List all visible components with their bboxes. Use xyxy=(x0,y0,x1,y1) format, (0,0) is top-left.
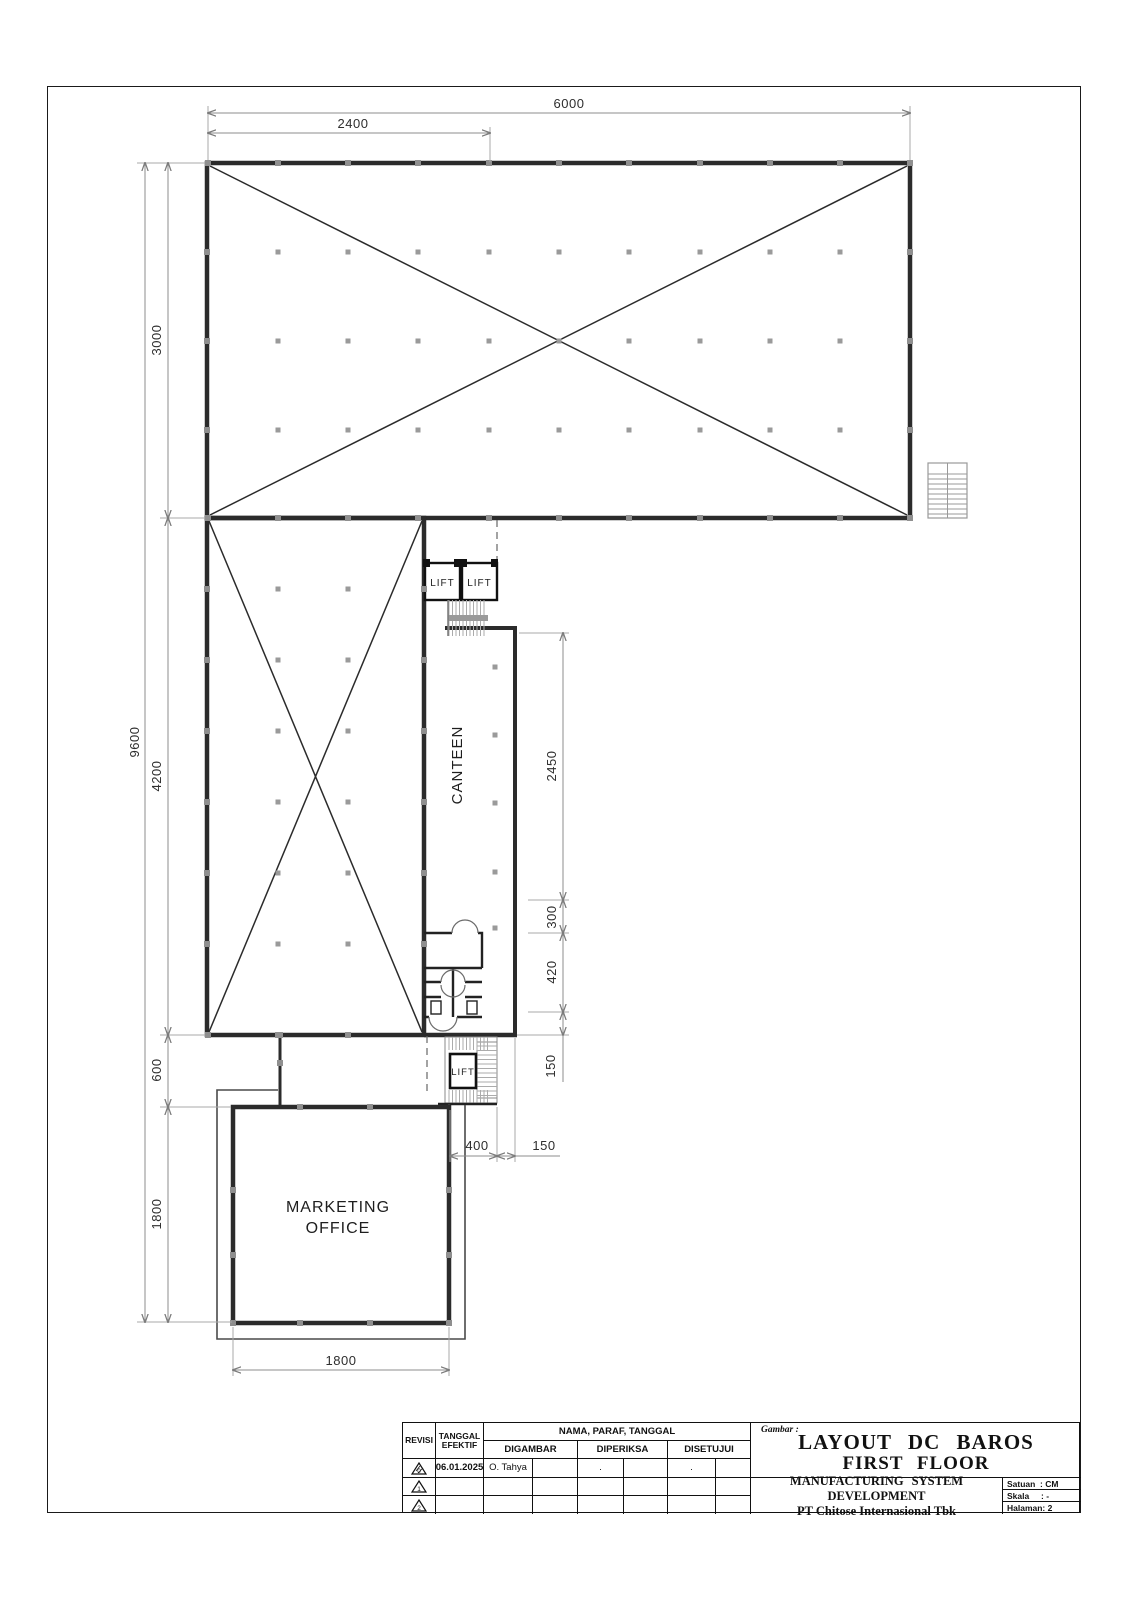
exit-door-swings xyxy=(429,1017,457,1031)
svg-text:0: 0 xyxy=(417,1467,421,1475)
revision-triangle-icon xyxy=(411,1499,427,1512)
digambar-name-cell xyxy=(484,1496,533,1514)
drawing-title-line2: FIRST FLOOR xyxy=(842,1453,990,1474)
drawing-title-line1: LAYOUT DC BAROS xyxy=(798,1430,1034,1454)
tanggal-header: TANGGAL EFEKTIF xyxy=(436,1423,484,1459)
marketing-office-label-1: MARKETING xyxy=(285,1199,391,1216)
diperiksa-header: DIPERIKSA xyxy=(578,1441,668,1459)
door-jamb xyxy=(423,559,430,567)
diperiksa-paraf-cell xyxy=(624,1496,668,1514)
date-cell: 06.01.2025 xyxy=(436,1459,484,1478)
digambar-name-cell xyxy=(484,1478,533,1496)
wall-tick-marks xyxy=(204,160,913,1326)
org-line2: PT Chitose Internasional Tbk xyxy=(797,1503,956,1518)
revision-triangle-icon xyxy=(411,1462,427,1475)
toilet-walls xyxy=(424,933,482,1017)
entrance-door-swing xyxy=(452,920,478,933)
lift-label: LIFT xyxy=(467,578,492,589)
toilet-fixture xyxy=(431,1001,441,1014)
door-jamb xyxy=(454,559,461,567)
lift-label: LIFT xyxy=(430,578,455,589)
disetujui-paraf-cell xyxy=(716,1478,751,1496)
dim-150-bottom: 150 xyxy=(532,1138,556,1153)
upper-lifts xyxy=(423,559,498,600)
column-grid-dots xyxy=(276,250,843,947)
dim-600: 600 xyxy=(149,1058,164,1082)
organization-box xyxy=(751,1473,1003,1518)
canteen-label: CANTEEN xyxy=(449,725,466,805)
marketing-office xyxy=(217,1035,465,1339)
revisi-header: REVISI xyxy=(403,1423,436,1459)
diperiksa-name-cell: . xyxy=(578,1459,624,1478)
dim-3000: 3000 xyxy=(149,324,164,356)
lower-lift-block xyxy=(427,1036,497,1104)
gambar-label: Gambar : xyxy=(761,1425,799,1435)
dim-1800-left: 1800 xyxy=(149,1198,164,1230)
toilet-fixture xyxy=(467,1001,477,1014)
org-line1: MANUFACTURING SYSTEM DEVELOPMENT xyxy=(789,1473,964,1503)
satuan-row: Satuan : CM xyxy=(1003,1478,1081,1490)
gambar-box xyxy=(751,1423,1081,1478)
dim-400: 400 xyxy=(465,1138,489,1153)
title-block xyxy=(402,1422,1080,1518)
dim-420: 420 xyxy=(544,960,559,984)
digambar-header: DIGAMBAR xyxy=(484,1441,578,1459)
disetujui-name-cell: . xyxy=(668,1459,716,1478)
door-jamb xyxy=(491,559,498,567)
halaman-row: Halaman: 2 xyxy=(1007,1503,1053,1513)
toilet-block xyxy=(424,920,482,1031)
disetujui-name-cell xyxy=(668,1478,716,1496)
revision-cell xyxy=(403,1496,436,1514)
date-cell xyxy=(436,1496,484,1514)
external-staircase xyxy=(928,463,967,518)
digambar-paraf-cell xyxy=(533,1478,578,1496)
diperiksa-paraf-cell xyxy=(624,1459,668,1478)
dim-150-right: 150 xyxy=(543,1054,558,1078)
skala-row: Skala : - xyxy=(1003,1490,1081,1502)
nama-paraf-header: NAMA, PARAF, TANGGAL xyxy=(484,1423,751,1441)
dimension-lines xyxy=(137,106,910,1376)
dim-2450: 2450 xyxy=(544,750,559,782)
dim-6000: 6000 xyxy=(553,96,585,111)
svg-text:1: 1 xyxy=(417,1486,421,1493)
disetujui-paraf-cell xyxy=(716,1496,751,1514)
door-jamb xyxy=(460,559,467,567)
digambar-paraf-cell xyxy=(533,1496,578,1514)
dim-2400: 2400 xyxy=(337,116,369,131)
revision-cell xyxy=(403,1478,436,1496)
svg-text:2: 2 xyxy=(417,1504,421,1512)
diperiksa-paraf-cell xyxy=(624,1478,668,1496)
date-cell xyxy=(436,1478,484,1496)
lift-label: LIFT xyxy=(451,1067,475,1078)
diperiksa-name-cell xyxy=(578,1478,624,1496)
disetujui-name-cell xyxy=(668,1496,716,1514)
diperiksa-name-cell xyxy=(578,1496,624,1514)
digambar-paraf-cell xyxy=(533,1459,578,1478)
lobby-staircase xyxy=(448,600,488,636)
revision-cell xyxy=(403,1459,436,1478)
dim-300: 300 xyxy=(544,905,559,929)
dim-9600: 9600 xyxy=(127,726,142,758)
disetujui-paraf-cell xyxy=(716,1459,751,1478)
extension-lines xyxy=(137,106,910,1376)
digambar-name-cell: O. Tahya xyxy=(484,1459,533,1478)
dim-4200: 4200 xyxy=(149,760,164,792)
dim-1800-bottom: 1800 xyxy=(325,1353,357,1368)
marketing-office-label-2: OFFICE xyxy=(305,1220,371,1237)
disetujui-header: DISETUJUI xyxy=(668,1441,751,1459)
revision-triangle-icon xyxy=(411,1480,427,1493)
